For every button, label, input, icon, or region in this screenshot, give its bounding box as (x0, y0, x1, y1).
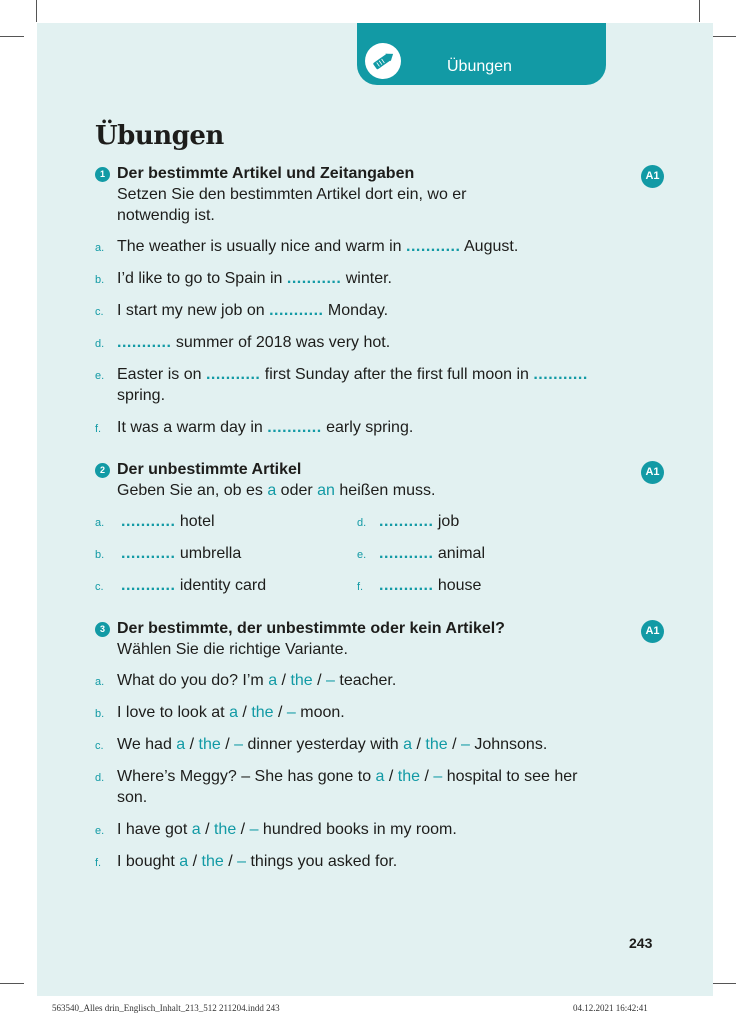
exercise-item (95, 417, 557, 438)
choice-none[interactable]: – (286, 704, 296, 721)
choice-the[interactable]: the (397, 768, 421, 785)
item-text-part: We had (117, 736, 177, 753)
item-text-part: Monday. (323, 302, 389, 319)
choice-the[interactable]: the (201, 853, 224, 870)
print-slug-right: 04.12.2021 16:42:41 (573, 1003, 648, 1013)
item-text-part: dinner yesterday with (243, 736, 404, 753)
choice-separator: / (220, 736, 235, 753)
choice-separator: / (223, 853, 238, 870)
item-text-part: I love to look at (117, 704, 230, 721)
choice-a[interactable]: a (268, 672, 278, 689)
item-letter: f. (95, 857, 102, 869)
item-text-part: I’d like to go to Spain in (117, 270, 287, 287)
item-word: hotel (179, 513, 215, 530)
choice-separator: / (420, 768, 434, 785)
item-text (117, 300, 557, 321)
crop-mark (712, 36, 736, 37)
exercise-item (95, 819, 607, 840)
item-text-part: spring. (117, 387, 166, 404)
choice-the[interactable]: the (425, 736, 448, 753)
choice-separator: / (312, 672, 327, 689)
exercise-instruction (117, 480, 537, 501)
item-text (117, 268, 557, 289)
item-word: job (437, 513, 460, 530)
item-text (117, 417, 557, 438)
item-letter: d. (95, 772, 105, 784)
choice-none[interactable]: – (234, 736, 244, 753)
item-letter: e. (357, 549, 367, 561)
answer-blank[interactable]: ........... (379, 545, 434, 562)
exercise-item (95, 734, 607, 755)
item-letter: e. (95, 370, 105, 382)
item-text-part: teacher. (334, 672, 397, 689)
item-text-part: things you asked for. (246, 853, 398, 870)
exercise-item (95, 575, 341, 596)
exercise-item (357, 543, 599, 564)
item-letter: c. (95, 306, 104, 318)
item-text (117, 364, 602, 406)
choice-the[interactable]: the (213, 821, 237, 838)
item-text-part: moon. (295, 704, 345, 721)
choice-separator: / (188, 853, 202, 870)
answer-blank[interactable]: ........... (267, 419, 322, 436)
item-text-part: It was a warm day in (117, 419, 268, 436)
exercise-item (95, 332, 557, 353)
exercise-heading: Der bestimmte, der unbestimmte oder kein Artikel? (117, 620, 505, 637)
choice-a[interactable]: a (191, 821, 201, 838)
answer-blank[interactable]: ........... (121, 513, 176, 530)
choice-none[interactable]: – (249, 821, 259, 838)
instruction-part: oder (276, 482, 318, 499)
section-tab (357, 23, 606, 85)
item-letter: e. (95, 825, 105, 837)
item-text-part: hospital to see her son. (117, 768, 578, 806)
item-word: house (437, 577, 482, 594)
item-text (117, 236, 557, 257)
choice-separator: / (277, 672, 291, 689)
item-letter: f. (357, 581, 364, 593)
answer-blank[interactable]: ........... (121, 577, 176, 594)
choice-a[interactable]: a (375, 768, 385, 785)
page (37, 23, 713, 996)
item-text-part: early spring. (321, 419, 414, 436)
item-letter: d. (95, 338, 105, 350)
exercise-item (95, 364, 602, 406)
answer-blank[interactable]: ........... (117, 334, 172, 351)
choice-separator: / (384, 768, 398, 785)
choice-separator: / (447, 736, 461, 753)
choice-the[interactable]: the (251, 704, 274, 721)
choice-separator: / (236, 821, 250, 838)
tab-icon-circle (365, 43, 401, 79)
choice-a[interactable]: a (179, 853, 189, 870)
answer-blank[interactable]: ........... (269, 302, 324, 319)
exercise-item (95, 670, 607, 691)
choice-the[interactable]: the (290, 672, 313, 689)
exercise-item (95, 236, 557, 257)
article-an: an (317, 482, 335, 499)
exercise-item (95, 268, 557, 289)
choice-the[interactable]: the (198, 736, 221, 753)
choice-a[interactable]: a (176, 736, 186, 753)
item-letter: b. (95, 549, 105, 561)
crop-mark (0, 983, 24, 984)
item-text-part: August. (460, 238, 519, 255)
pencil-icon (371, 49, 395, 73)
answer-blank[interactable]: ........... (205, 366, 261, 383)
item-letter: c. (95, 740, 104, 752)
item-text-part: hundred books in my room. (258, 821, 457, 838)
item-text-part: Where’s Meggy? – She has gone to (117, 768, 376, 785)
item-text-part: I start my new job on (117, 302, 270, 319)
choice-none[interactable]: – (237, 853, 247, 870)
choice-a[interactable]: a (403, 736, 413, 753)
exercise-heading: Der bestimmte Artikel und Zeitangaben (117, 165, 415, 182)
answer-blank[interactable]: ........... (406, 238, 461, 255)
crop-mark (712, 983, 736, 984)
level-badge: A1 (641, 620, 664, 643)
item-letter: b. (95, 708, 105, 720)
item-letter: a. (95, 517, 105, 529)
item-text-part: Johnsons. (469, 736, 548, 753)
article-a: a (267, 482, 277, 499)
exercise-item (95, 702, 607, 723)
exercise-instruction: Wählen Sie die richtige Variante. (117, 641, 348, 658)
page-number: 243 (629, 935, 653, 951)
item-letter: a. (95, 676, 105, 688)
level-badge: A1 (641, 165, 664, 188)
item-text-part: What do you do? I’m (117, 672, 269, 689)
answer-blank[interactable]: ........... (533, 366, 588, 383)
crop-mark (0, 36, 24, 37)
choice-none[interactable]: – (433, 768, 443, 785)
answer-blank[interactable]: ........... (379, 513, 434, 530)
choice-a[interactable]: a (229, 704, 238, 721)
crop-mark (36, 0, 37, 22)
exercise-heading: Der unbestimmte Artikel (117, 461, 302, 478)
crop-mark (699, 0, 700, 22)
exercise-item (95, 300, 557, 321)
exercise-number-badge: 2 (95, 463, 110, 478)
item-letter: a. (95, 242, 105, 254)
exercise-number-badge: 1 (95, 167, 110, 182)
answer-blank[interactable]: ........... (121, 545, 176, 562)
item-letter: d. (357, 517, 367, 529)
instruction-part: heißen muss. (334, 482, 436, 499)
exercise-number-badge: 3 (95, 622, 110, 637)
choice-none[interactable]: – (460, 736, 470, 753)
item-text-part: Easter is on (117, 366, 206, 383)
item-letter: f. (95, 423, 102, 435)
choice-separator: / (200, 821, 214, 838)
item-letter: c. (95, 581, 104, 593)
level-badge: A1 (641, 461, 664, 484)
exercise-item (357, 511, 599, 532)
exercise-item (357, 575, 599, 596)
exercise-instruction: Setzen Sie den bestimmten Artikel dort ein, wo er notwendig ist. (117, 186, 467, 224)
answer-blank[interactable]: ........... (379, 577, 434, 594)
choice-separator: / (237, 704, 252, 721)
item-text-part: The weather is usually nice and warm in (117, 238, 407, 255)
choice-separator: / (185, 736, 199, 753)
item-text-part: winter. (341, 270, 392, 287)
exercise-item (95, 766, 607, 808)
exercise-item (95, 851, 607, 872)
item-text-part: I bought (117, 853, 180, 870)
exercise-item (95, 543, 341, 564)
item-text-part: summer of 2018 was very hot. (171, 334, 391, 351)
page-title: Übungen (95, 121, 224, 151)
exercise-item (95, 511, 341, 532)
answer-blank[interactable]: ........... (286, 270, 342, 287)
item-word: identity card (179, 577, 267, 594)
item-text (117, 332, 557, 353)
print-slug-left: 563540_Alles drin_Englisch_Inhalt_213_512 211204.indd 243 (52, 1003, 280, 1013)
choice-separator: / (412, 736, 426, 753)
item-word: umbrella (179, 545, 242, 562)
choice-separator: / (273, 704, 287, 721)
item-word: animal (437, 545, 485, 562)
instruction-part: Geben Sie an, ob es (117, 482, 268, 499)
item-text-part: I have got (117, 821, 192, 838)
tab-label: Übungen (447, 58, 512, 75)
choice-none[interactable]: – (326, 672, 335, 689)
item-text-part: first Sunday after the first full moon in (260, 366, 534, 383)
item-letter: b. (95, 274, 105, 286)
